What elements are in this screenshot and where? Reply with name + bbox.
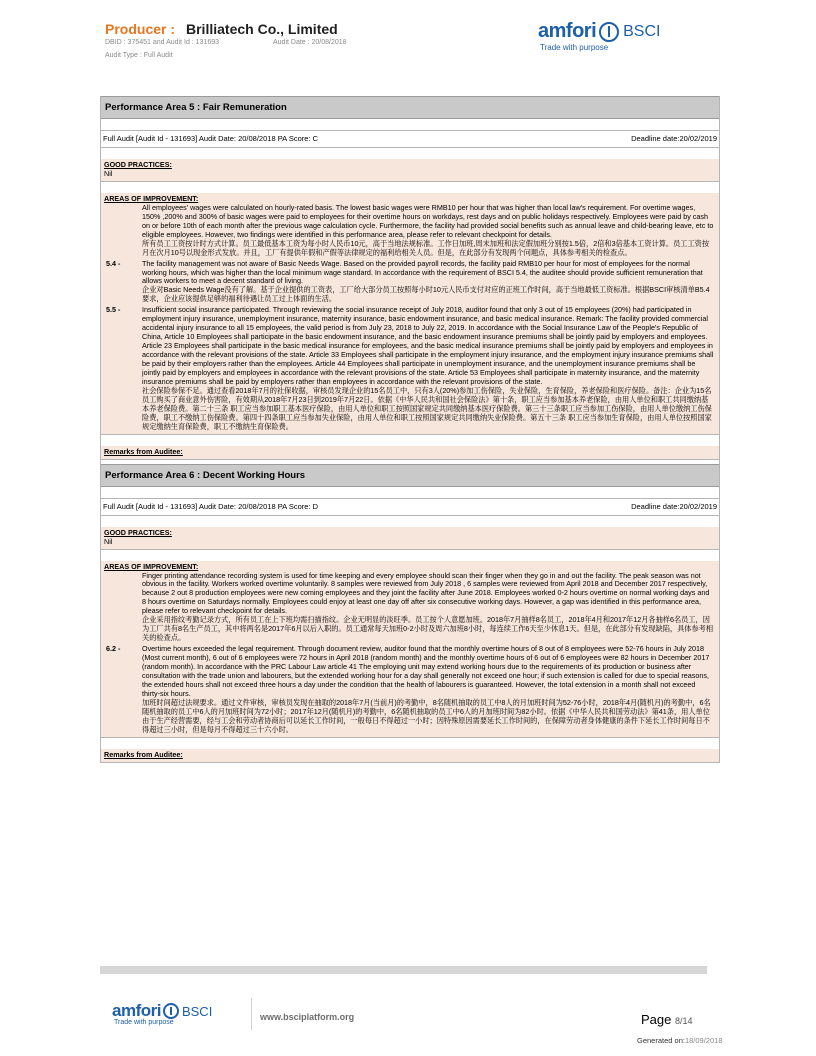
finding-text-cn: 社会保险参保不足。通过查看2018年7月的社保收据，审核员发现企业的15名员工中，只有3人(20%)参加工伤保险，失业保险，生育保险，养老保险和医疗保险。备注：企业为15名员工购买了商业意外伤害险，有效期从2018年7月23日到2019年7月22日。依据《中华人民共和国社会保险法》第十条，职工应当参加基本养老保险，由用人单位和职工共同缴纳基本养老保险费。第二十三条 职工应当参加职工基本医疗保险，由用人单位和职工按照国家规定共同缴纳基本医疗保险费。第三十三条职工应当参加工伤保险，由用人单位缴纳工伤保险费，职工不缴纳工伤保险费。第四十四条职工应当参加失业保险，由用人单位和职工按照国家规定共同缴纳失业保险费。第五十三条 职工应当参加生育保险，由用人单位按照国家规定缴纳生育保险费，职工不缴纳生育保险费。 [142,385,712,431]
page-of: 8/14 [675,1016,693,1026]
performance-area-title: Performance Area 6 : Decent Working Hours [101,464,719,487]
good-practices-section [101,527,719,550]
page-label: Page [641,1012,672,1027]
logo-word: amfori [538,20,597,42]
deadline-date: Deadline date:20/02/2019 [631,134,717,143]
finding-text-en: The facility management was not aware of Basic Needs Wage. Based on the provided payroll records, the facility paid RMB10 per hour for most of employees for the normal working hours, which was higher than the local minimum wage standard. In accordance with the requirement of BSCI 5.4, the auditee should provide sufficient remuneration that allows workers to meet a decent standard of living. [142,258,703,286]
finding-item [104,645,716,735]
deadline-date: Deadline date:20/02/2019 [631,501,717,511]
logo-bsci: BSCI [181,1003,213,1019]
producer-label: Producer : [105,21,176,37]
improvement-heading: AREAS OF IMPROVEMENT: [104,193,199,203]
remarks-section [101,446,719,460]
finding-item [104,204,716,258]
amfori-bsci-footer-logo [112,1001,212,1021]
areas-of-improvement-section [101,561,719,738]
report-content [100,96,720,763]
horizontal-scrollbar[interactable] [100,966,707,974]
finding-text-en: Overtime hours exceeded the legal requirement. Through document review, auditor found that the monthly overtime hours of 8 out of 8 employees were 52-76 hours in July 2018 (Most current month), 6 out of 6 employees were 72 hours in April 2018 (random month) and the monthly overtime hours of 6 out of 6 employees were 82 hours in December 2017 (random month). In accordance with the PRC Labour Law article 41 The employing unit may extend working hours due to the requirements of its production or business after consultation with the trade union and labourers, but the extended working hour for a day shall generally not exceed one hour; if such extension is called for due to special reasons, the extended hours shall not exceed three hours a day under the condition that the health of labourers is guaranteed. However, the total extension in a month shall not exceed thirty-six hours. [142,644,710,698]
improvement-heading: AREAS OF IMPROVEMENT: [104,561,199,571]
good-practices-heading: GOOD PRACTICES: [104,160,172,169]
audit-meta-text: Full Audit [Audit Id - 131693] Audit Date: 20/08/2018 PA Score: C [103,134,318,143]
good-practices-section [101,159,719,182]
finding-number: 6.2 - [106,644,121,654]
audit-id: DBID : 375451 and Audit Id : 131693 [105,39,220,46]
remarks-section [101,749,719,763]
amfori-ring-icon [599,22,619,42]
company-name: Brilliatech Co., Limited [186,21,338,37]
finding-text-en: All employees' wages were calculated on hourly-rated basis. The lowest basic wages were RMB10 per hour that was higher than local law's requirement. For overtime wages, 150% ,200% and 300% of basic wages were paid to employees for their overtime hours on workdays, rest days and on public holidays respectively. Employees were paid by cash on or before 10th of each month after the previous wage calculation cycle. Furthermore, the facility had provided social benefits such as annual leave and child-bearing leave, etc to eligible employees. However, two findings were identified in this performance area, please refer to relevant checkpoint for details. [142,202,714,239]
finding-item [104,306,716,431]
finding-text-cn: 所有员工工资按计时方式计算。员工最低基本工资为每小时人民币10元，高于当地法规标准。工作日加班,周末加班和法定假加班分别按1.5倍，2倍和3倍基本工资计算。员工工资按月在次月10号以现金形式发放。并且，工厂有提供年假和产假等法律规定的福利给相关人员。但是，在此部分有发现两个问题点，具体参考相关的检查点。 [142,238,710,257]
generated-label: Generated on: [637,1036,685,1045]
finding-text-cn: 企业采用指纹考勤记录方式，所有员工在上下班均需扫描指纹。企业无明显的淡旺季。员工按个人意愿加班。2018年7月抽样8名员工，2018年4月和2017年12月各抽样6名员工，因为工厂共有8名生产员工，其中将两名是2017年6月以后入职的。员工通常每天加班0-2小时及周六加班8小时，每连续工作6天至少休息1天。但是，在此部分有发现缺陷，具体参考相关的检查点。 [142,615,714,643]
audit-type: Audit Type : Full Audit [105,52,173,59]
amfori-ring-icon [163,1003,179,1019]
good-practices-text: Nil [104,168,113,178]
finding-text-cn: 加班时间超过法规要求。通过文件审核，审核员发现在抽取的2018年7月(当前月)的考勤中，8名随机抽取的员工中8人的月加班时间为52-76小时，2018年4月(随机月)的考勤中，6名随机抽取的员工中6人的月加班时间为72小时；2017年12月(随机月)的考勤中，6名随机抽取的员工中6人的月加班时间为82小时。依据《中华人民共和国劳动法》第41条，用人单位由于生产经营需要，经与工会和劳动者协商后可以延长工作时间，一般每日不得超过一小时；因特殊原因需要延长工作时间的，在保障劳动者身体健康的条件下延长工作时间每日不得超过三小时，但是每月不得超过三十六小时。 [142,697,711,734]
logo-word: amfori [112,1001,161,1020]
platform-url: www.bsciplatform.org [260,1012,355,1022]
finding-number [104,572,142,644]
finding-item [104,260,716,305]
generated-on [637,1036,723,1045]
logo-bsci: BSCI [623,22,661,40]
performance-area-meta [101,498,719,516]
logo-tagline: Trade with purpose [540,43,609,52]
finding-number [104,204,142,258]
finding-number: 5.4 - [106,258,121,268]
generated-date: 18/09/2018 [684,1036,723,1045]
page-number [641,1012,693,1027]
finding-text-cn: 企业对Basic Needs Wage没有了解。基于企业提供的工资表，工厂给大部分员工按照每小时10元人民币支付对应的正班工作时间，高于当地最低工资标准。根据BSCI审核清单B5.4要求，企业应该提供足够的福利待遇让员工过上体面的生活。 [142,285,710,304]
performance-area-title: Performance Area 5 : Fair Remuneration [101,96,719,119]
amfori-bsci-logo [538,20,660,43]
areas-of-improvement-section [101,193,719,435]
finding-number: 5.5 - [106,305,121,315]
good-practices-text: Nil [104,536,113,546]
finding-item [104,572,716,644]
logo-tagline: Trade with purpose [114,1019,174,1026]
remarks-heading: Remarks from Auditee: [104,446,183,456]
finding-text-en: Insufficient social insurance participated. Through reviewing the social insurance receipt of July 2018, auditor found that only 3 out of 15 employees (20%) had participated in employment injury insurance, unemployment insurance, maternity insurance, basic endowment insurance, and basic medical insurance. Remark: The facility provided commercial accidental injury insurance to all 15 employees, the valid period is from July 23, 2018 to July 22, 2019. In accordance with the Social Insurance Law of the People's Republic of China, Article 10 Employees shall participate in the basic endowment insurance, and the basic endowment insurance premiums shall be jointly paid by employers and employees. Article 23 Employees shall participate in the basic medical insurance for employees, and the basic medical insurance premiums shall be jointly paid by employers and employees in accordance with the relevant provisions of the state. Article 33 Employees shall participate in the employment injury insurance, and the employment injury insurance premiums shall be paid by their employers rather than the employees. Article 44 Employees shall participate in unemployment insurance, and the unemployment insurance premiums shall be jointly paid by employers and employees in accordance with the relevant provisions of the state. Article 53 Employees shall participate in maternity insurance, and the maternity insurance premiums shall be paid by employers rather than employees in accordance with the relevant provisions of the state. [142,305,714,386]
remarks-heading: Remarks from Auditee: [104,749,183,759]
finding-text-en: Finger printing attendance recording system is used for time keeping and every employee should scan their finger when they go in and out the facility. The peak season was not obvious in the facility. Workers worked overtime voluntarily. 8 samples were reviewed from July 2018 , 6 samples were reviewed from April 2018 and December 2017 respectively, because 2 out 8 production employees were new coming employees and they joint the facility after June 2018. Employees worked 0-2 hours overtime on normal working days and 8 hours overtime on Saturdays normally. Employees could enjoy at least one day off after six consecutive working days. However, a gap was identified in this performance area, please refer to relevant checkpoint for details. [142,570,710,616]
audit-meta-text: Full Audit [Audit Id - 131693] Audit Date: 20/08/2018 PA Score: D [103,501,318,511]
footer-divider [251,998,252,1030]
good-practices-heading: GOOD PRACTICES: [104,527,172,537]
performance-area-meta [101,130,719,148]
audit-date: Audit Date : 20/08/2018 [273,39,347,46]
